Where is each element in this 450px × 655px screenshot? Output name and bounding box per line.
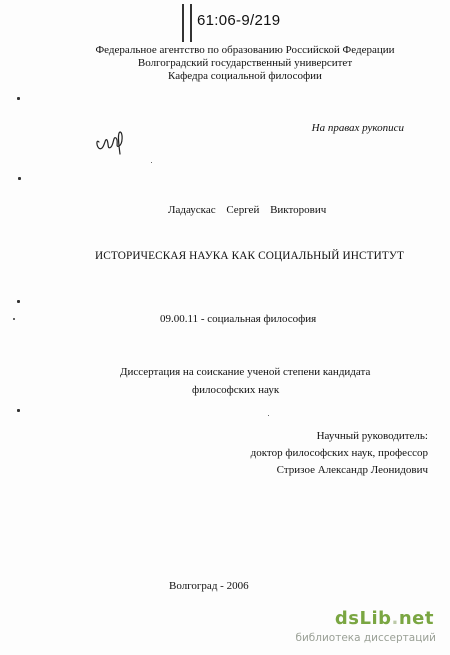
- watermark: [272, 608, 442, 648]
- scan-speck: [17, 409, 20, 412]
- organization-line-1: Федеральное агентство по образованию Российской Федерации: [95, 44, 395, 56]
- degree-line-1: Диссертация на соискание ученой степени кандидата: [120, 366, 371, 378]
- specialty: 09.00.11 - социальная философия: [160, 313, 317, 325]
- scan-speck: [13, 318, 15, 320]
- supervisor-label: Научный руководитель:: [316, 430, 428, 442]
- handwritten-signature: [93, 128, 127, 156]
- scan-speck: [17, 97, 20, 100]
- watermark-tagline: библиотека диссертаций: [295, 632, 436, 644]
- supervisor-block: [251, 428, 428, 479]
- place-year: Волгоград - 2006: [169, 580, 249, 592]
- organization-line-3: Кафедра социальной философии: [168, 70, 322, 82]
- scan-speck: [17, 300, 20, 303]
- scan-speck: [268, 415, 269, 416]
- author-name: Ладаускас Сергей Викторович: [168, 204, 327, 216]
- dissertation-title: ИСТОРИЧЕСКАЯ НАУКА КАК СОЦИАЛЬНЫЙ ИНСТИТУТ: [95, 250, 404, 262]
- stamp-bar: [182, 4, 184, 42]
- copyright-note: На правах рукописи: [311, 122, 404, 134]
- archive-code: 61:06-9/219: [197, 12, 281, 29]
- watermark-logo: dsLib.net: [334, 608, 434, 629]
- stamp-bar: [190, 4, 192, 42]
- supervisor-name: Стризое Александр Леонидович: [276, 464, 428, 476]
- scan-speck: [151, 162, 152, 163]
- supervisor-title: доктор философских наук, профессор: [250, 447, 428, 459]
- organization-line-2: Волгоградский государственный университет: [137, 57, 353, 69]
- scan-speck: [18, 177, 21, 180]
- degree-line-2: философских наук: [192, 384, 280, 396]
